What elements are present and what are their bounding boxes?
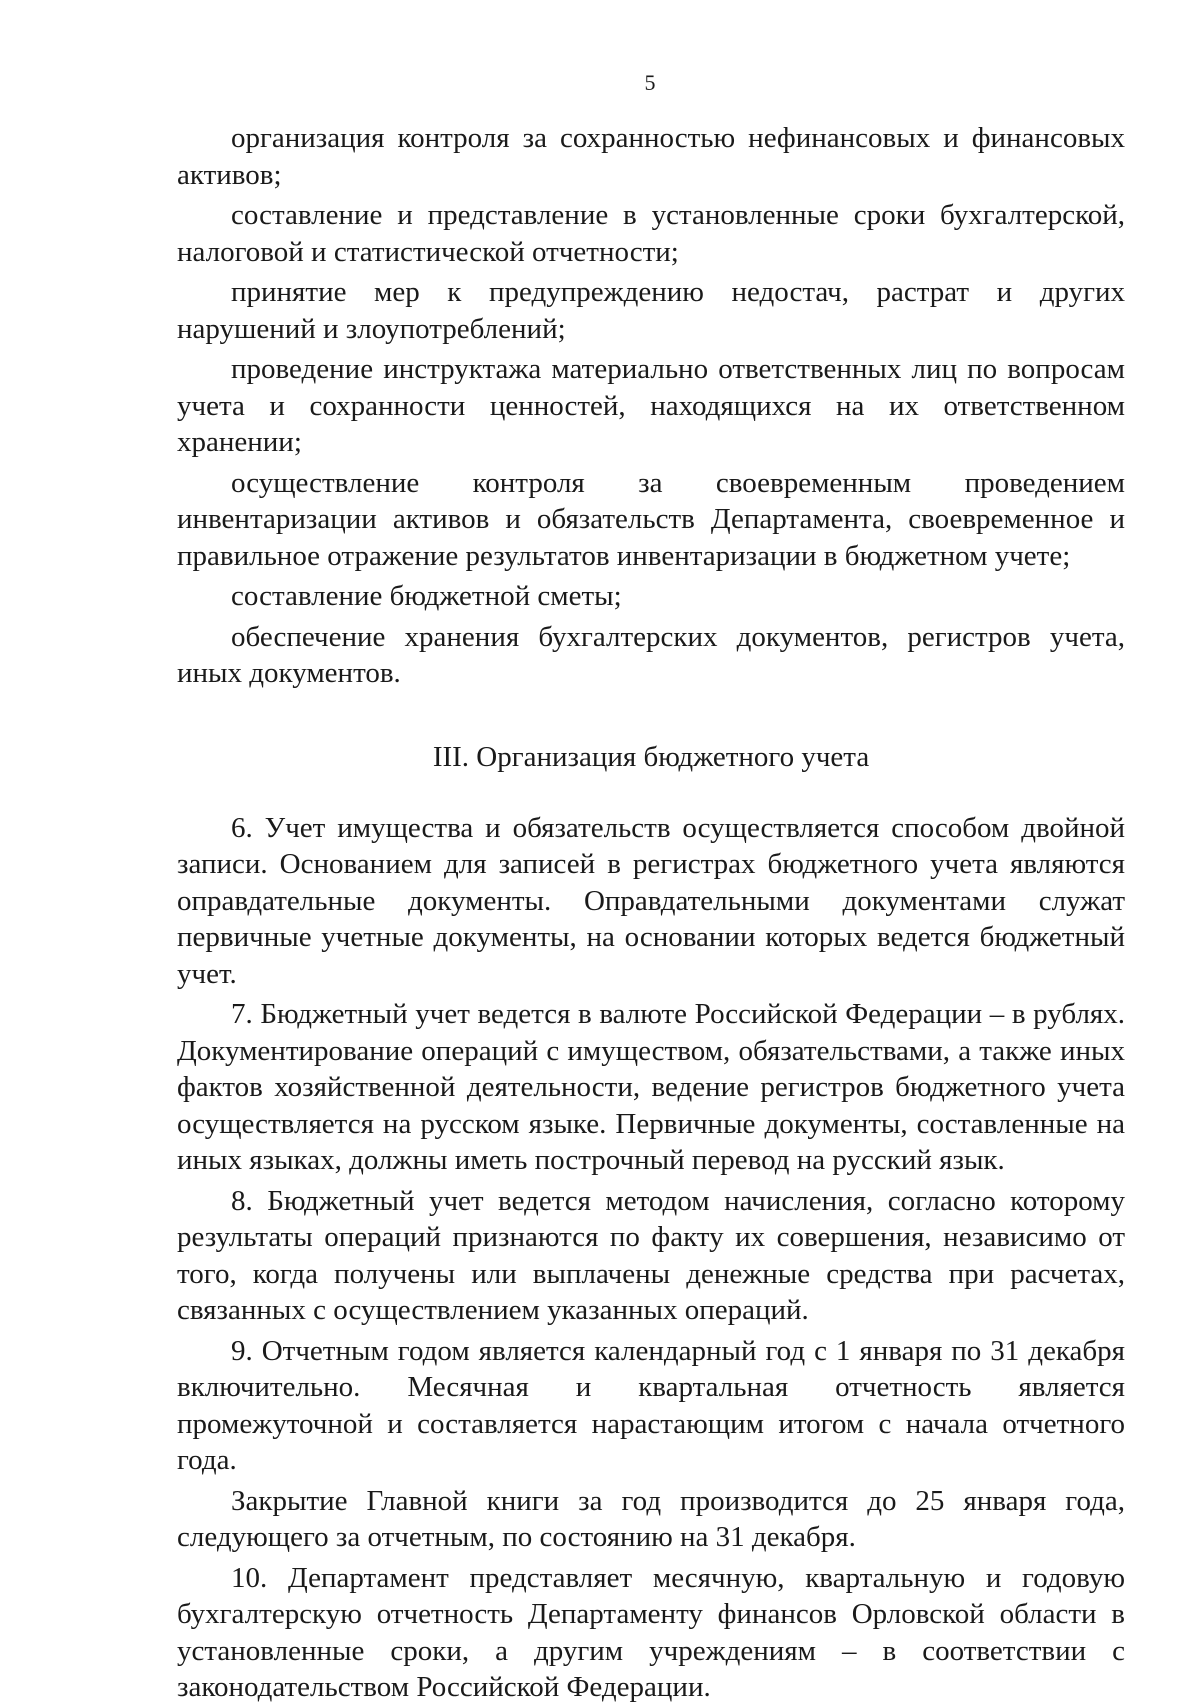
paragraph-10: 10. Департамент представляет месячную, квартальную и годовую бухгалтерскую отчетность Департаменту финансов Орловской области в установленные сроки, а другим учреждениям – в соответствии с законодательством Российской Федерации. bbox=[177, 1561, 1125, 1703]
list-item-prevention: принятие мер к предупреждению недостач, растрат и других нарушений и злоупотреблений; bbox=[177, 276, 1125, 345]
page-number: 5 bbox=[644, 70, 656, 95]
paragraph-general-ledger: Закрытие Главной книги за год производится до 25 января года, следующего за отчетным, по состоянию на 31 декабря. bbox=[177, 1484, 1125, 1553]
paragraph-6: 6. Учет имущества и обязательств осуществляется способом двойной записи. Основанием для записей в регистрах бюджетного учета являются оправдательные документы. Оправдательными документами служат первичные учетные документы, на основании которых ведется бюджетный учет. bbox=[177, 811, 1125, 990]
section-heading: III. Организация бюджетного учета bbox=[432, 740, 870, 773]
list-item-inventory: осуществление контроля за своевременным проведением инвентаризации активов и обязательств Департамента, своевременное и правильное отражение результатов инвентаризации в бюджетном учете; bbox=[177, 466, 1125, 572]
list-item-instruction: проведение инструктажа материально ответственных лиц по вопросам учета и сохранности ценностей, находящихся на их ответственном хранении; bbox=[177, 353, 1125, 458]
list-item-document-storage: обеспечение хранения бухгалтерских документов, регистров учета, иных документов. bbox=[177, 620, 1125, 689]
document-body bbox=[177, 120, 1125, 1706]
list-item-budget-estimate: составление бюджетной сметы; bbox=[231, 580, 622, 612]
paragraph-9: 9. Отчетным годом является календарный год с 1 января по 31 декабря включительно. Месячная и квартальная отчетность является промежуточной и составляется нарастающим итогом с начала отчетного года. bbox=[177, 1334, 1125, 1476]
list-item-reporting: составление и представление в установленные сроки бухгалтерской, налоговой и статистической отчетности; bbox=[177, 199, 1125, 268]
paragraph-7: 7. Бюджетный учет ведется в валюте Российской Федерации – в рублях. Документирование операций с имуществом, обязательствами, а также иных фактов хозяйственной деятельности, ведение регистров бюджетного учета осуществляется на русском языке. Первичные документы, составленные на иных языках, должны иметь построчный перевод на русский язык. bbox=[177, 998, 1125, 1176]
paragraph-8: 8. Бюджетный учет ведется методом начисления, согласно которому результаты операций признаются по факту их совершения, независимо от того, когда получены или выплачены денежные средства при расчетах, связанных с осуществлением указанных операций. bbox=[177, 1184, 1125, 1326]
list-item-control-assets: организация контроля за сохранностью нефинансовых и финансовых активов; bbox=[177, 122, 1125, 191]
